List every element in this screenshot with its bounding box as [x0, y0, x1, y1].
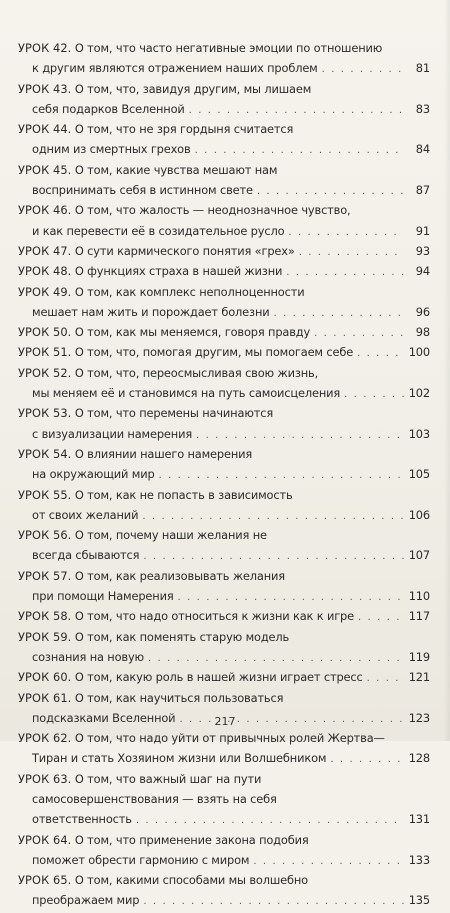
toc-entry-continuation-line [18, 789, 430, 809]
page-ref: 93 [415, 243, 430, 258]
lesson-title-text: О том, как комплекс неполноценности [74, 284, 305, 299]
lesson-title-text: Тиран и стать Хозяином жизни или Волшебником [32, 751, 327, 766]
lesson-title-text: О том, как поменять старую модель [74, 629, 290, 644]
page-ref: 117 [408, 609, 430, 624]
lesson-title-text: О том, что надо уйти от привычных ролей Жертва— [74, 731, 385, 746]
lesson-title-text: преображаем мир [32, 893, 140, 908]
lesson-title-text: при помощи Намерения [32, 589, 174, 604]
dot-leader [344, 385, 404, 405]
dot-leader [143, 547, 404, 567]
dot-leader [330, 750, 404, 770]
toc-entry [18, 606, 430, 626]
lesson-title-text: сознания на новую [32, 649, 144, 664]
page-ref: 84 [415, 142, 430, 157]
lesson-number: УРОК 44. [18, 122, 72, 137]
lesson-title-text: О том, что надо относиться к жизни как к игре [74, 609, 354, 624]
dot-leader [148, 649, 404, 669]
page-ref: 98 [415, 325, 430, 340]
lesson-title-text: О том, какими способами мы волшебно [74, 873, 308, 888]
lesson-title-text: одним из смертных грехов [32, 142, 191, 157]
dot-leader [322, 60, 404, 80]
dot-leader [286, 263, 404, 283]
toc-entry [18, 119, 430, 160]
dot-leader [274, 304, 404, 324]
page-ref: 123 [408, 710, 430, 725]
lesson-title-text: поможет обрести гармонию с миром [32, 852, 250, 867]
toc-entry-continuation-line [18, 58, 430, 78]
page-ref: 83 [415, 101, 430, 116]
lesson-title-text: подсказками Вселенной [32, 710, 176, 725]
toc-entry [18, 403, 430, 444]
toc-entry [18, 241, 430, 261]
page-ref: 135 [408, 893, 430, 908]
dot-leader [299, 243, 404, 263]
page-ref: 128 [408, 751, 430, 766]
lesson-number: УРОК 50. [18, 325, 72, 340]
dot-leader [288, 223, 404, 243]
lesson-title-text: ответственность [32, 812, 132, 827]
toc-entry [18, 728, 430, 769]
toc-entry-continuation-line [18, 302, 430, 322]
lesson-number: УРОК 62. [18, 731, 72, 746]
dot-leader [367, 669, 404, 689]
dot-leader [358, 608, 404, 628]
toc-entry-first-line [18, 282, 430, 302]
lesson-title-text: себя подарков Вселенной [32, 101, 185, 116]
lesson-number: УРОК 45. [18, 162, 72, 177]
lesson-number: УРОК 43. [18, 81, 72, 96]
toc-entry-first-line [18, 261, 430, 281]
dot-leader [178, 588, 404, 608]
page-ref: 91 [415, 223, 430, 238]
toc-entry-first-line [18, 119, 430, 139]
lesson-title-text: О сути кармического понятия «грех» [74, 243, 295, 258]
toc-entry [18, 363, 430, 404]
toc-entry-first-line [18, 830, 430, 850]
toc-entry-continuation-line [18, 383, 430, 403]
lesson-title-text: О том, что не зря гордыня считается [74, 122, 294, 137]
toc-entry-continuation-line [18, 809, 430, 829]
page-ref: 107 [408, 548, 430, 563]
toc-entry [18, 444, 430, 485]
lesson-number: УРОК 52. [18, 365, 72, 380]
lesson-number: УРОК 56. [18, 528, 72, 543]
lesson-title-text: с визуализации намерения [32, 426, 193, 441]
toc-entry-first-line [18, 606, 430, 626]
lesson-number: УРОК 60. [18, 670, 72, 685]
lesson-number: УРОК 49. [18, 284, 72, 299]
toc-entry-first-line [18, 728, 430, 748]
page-ref: 94 [415, 264, 430, 279]
page-ref: 103 [408, 426, 430, 441]
toc-entry-first-line [18, 403, 430, 423]
lesson-number: УРОК 47. [18, 243, 72, 258]
page-ref: 100 [408, 345, 430, 360]
lesson-number: УРОК 59. [18, 629, 72, 644]
dot-leader [253, 852, 404, 872]
lesson-number: УРОК 61. [18, 690, 72, 705]
toc-entry [18, 830, 430, 871]
page-number: 217 [214, 715, 236, 728]
lesson-title-text: мешает нам жить и порождает болезни [32, 304, 270, 319]
toc-entry-first-line [18, 667, 430, 687]
toc-entry-first-line [18, 769, 430, 789]
lesson-title-text: О том, что, помогая другим, мы помогаем себе [74, 345, 354, 360]
dot-leader [257, 182, 404, 202]
toc-entry-first-line [18, 38, 430, 58]
toc-entry-first-line [18, 444, 430, 464]
lesson-number: УРОК 65. [18, 873, 72, 888]
lesson-number: УРОК 46. [18, 203, 72, 218]
toc-entry [18, 79, 430, 120]
toc-entry-continuation-line [18, 221, 430, 241]
dot-leader [136, 811, 404, 831]
lesson-number: УРОК 58. [18, 609, 72, 624]
toc-entry-first-line [18, 79, 430, 99]
toc-entry-first-line [18, 241, 430, 261]
lesson-number: УРОК 64. [18, 832, 72, 847]
toc-entry-first-line [18, 688, 430, 708]
toc-entry [18, 667, 430, 687]
lesson-title-text: мы меняем её и становимся на путь самоисцеления [32, 386, 341, 401]
page-edge-shadow [444, 0, 450, 741]
dot-leader [143, 892, 404, 912]
lesson-title-text: на окружающий мир [32, 467, 155, 482]
lesson-number: УРОК 57. [18, 568, 72, 583]
lesson-title-text: О том, как научиться пользоваться [74, 690, 284, 705]
lesson-title-text: О том, как мы меняемся, говоря правду [74, 325, 311, 340]
toc-entry [18, 322, 430, 342]
lesson-number: УРОК 53. [18, 406, 72, 421]
dot-leader [189, 101, 404, 121]
toc-entry-continuation-line [18, 586, 430, 606]
toc-entry [18, 160, 430, 201]
toc-entry-first-line [18, 160, 430, 180]
lesson-title-text: О влиянии нашего намерения [74, 446, 253, 461]
page-ref: 102 [408, 386, 430, 401]
toc-entry-continuation-line [18, 505, 430, 525]
lesson-title-text: О том, что часто негативные эмоции по отношению [74, 41, 383, 55]
page-ref: 121 [408, 670, 430, 685]
lesson-title-text: О том, что перемены начинаются [74, 406, 274, 421]
lesson-number: УРОК 42. [18, 41, 72, 55]
page-ref: 106 [408, 507, 430, 522]
toc-entry [18, 870, 430, 911]
toc-entry-continuation-line [18, 748, 430, 768]
page-ref: 133 [408, 852, 430, 867]
lesson-title-text: О том, что важный шаг на пути [74, 771, 262, 786]
lesson-number: УРОК 54. [18, 446, 72, 461]
toc-entry-first-line [18, 870, 430, 890]
toc-entry-continuation-line [18, 139, 430, 159]
toc-entry [18, 485, 430, 526]
dot-leader [195, 141, 404, 161]
page-ref: 87 [415, 183, 430, 198]
page-ref: 119 [408, 649, 430, 664]
dot-leader [314, 324, 404, 344]
toc-entry [18, 342, 430, 362]
toc-entry-first-line [18, 322, 430, 342]
toc-entry-first-line [18, 566, 430, 586]
lesson-number: УРОК 51. [18, 345, 72, 360]
lesson-title-text: О том, что, завидуя другим, мы лишаем [74, 81, 312, 96]
lesson-title-text: О том, что жалость — неоднозначное чувство, [74, 203, 351, 218]
toc-entry-continuation-line [18, 545, 430, 565]
toc-entry [18, 525, 430, 566]
lesson-number: УРОК 63. [18, 771, 72, 786]
lesson-title-text: О том, какие чувства мешают нам [74, 162, 278, 177]
toc-entry-continuation-line [18, 850, 430, 870]
toc-entry-continuation-line [18, 464, 430, 484]
toc-entry [18, 566, 430, 607]
lesson-number: УРОК 55. [18, 487, 72, 502]
toc-entry [18, 769, 430, 830]
lesson-title-text: О том, что, переосмысливая свою жизнь, [74, 365, 319, 380]
lesson-title-text: О функциях страха в нашей жизни [74, 264, 283, 279]
lesson-title-text: к другим являются отражением наших проблем [32, 61, 318, 76]
lesson-title-text: О том, почему наши желания не [74, 528, 267, 543]
toc-entry-continuation-line [18, 99, 430, 119]
toc-entry-continuation-line [18, 647, 430, 667]
lesson-title-text: О том, какую роль в нашей жизни играет стресс [74, 670, 363, 685]
lesson-title-text: всегда сбываются [32, 548, 140, 563]
dot-leader [357, 344, 404, 364]
lesson-title-text: О том, что применение закона подобия [74, 832, 309, 847]
toc-entry-continuation-line [18, 424, 430, 444]
toc-entry-first-line [18, 363, 430, 383]
page-ref: 105 [408, 467, 430, 482]
toc-entry-first-line [18, 200, 430, 220]
toc-entry-first-line [18, 342, 430, 362]
toc-entry-continuation-line [18, 180, 430, 200]
lesson-title-text: самосовершенствования — взять на себя [32, 791, 277, 806]
toc-entry [18, 38, 430, 79]
toc-entry-continuation-line [18, 890, 430, 910]
toc-entry [18, 261, 430, 281]
lesson-title-text: и как перевести её в созидательное русло [32, 223, 285, 238]
page-ref: 81 [415, 61, 430, 76]
lesson-title-text: от своих желаний [32, 507, 139, 522]
table-of-contents [18, 38, 430, 911]
dot-leader [196, 426, 404, 446]
lesson-number: УРОК 48. [18, 264, 72, 279]
dot-leader [142, 507, 404, 527]
toc-entry-first-line [18, 525, 430, 545]
lesson-title-text: воспринимать себя в истинном свете [32, 183, 253, 198]
toc-entry [18, 627, 430, 668]
toc-entry-first-line [18, 627, 430, 647]
toc-entry [18, 200, 430, 241]
page-ref: 110 [408, 589, 430, 604]
dot-leader [159, 466, 404, 486]
lesson-title-text: О том, как не попасть в зависимость [74, 487, 293, 502]
page-ref: 96 [415, 304, 430, 319]
toc-entry-first-line [18, 485, 430, 505]
toc-entry [18, 282, 430, 323]
page-ref: 131 [408, 812, 430, 827]
lesson-title-text: О том, как реализовывать желания [74, 568, 286, 583]
